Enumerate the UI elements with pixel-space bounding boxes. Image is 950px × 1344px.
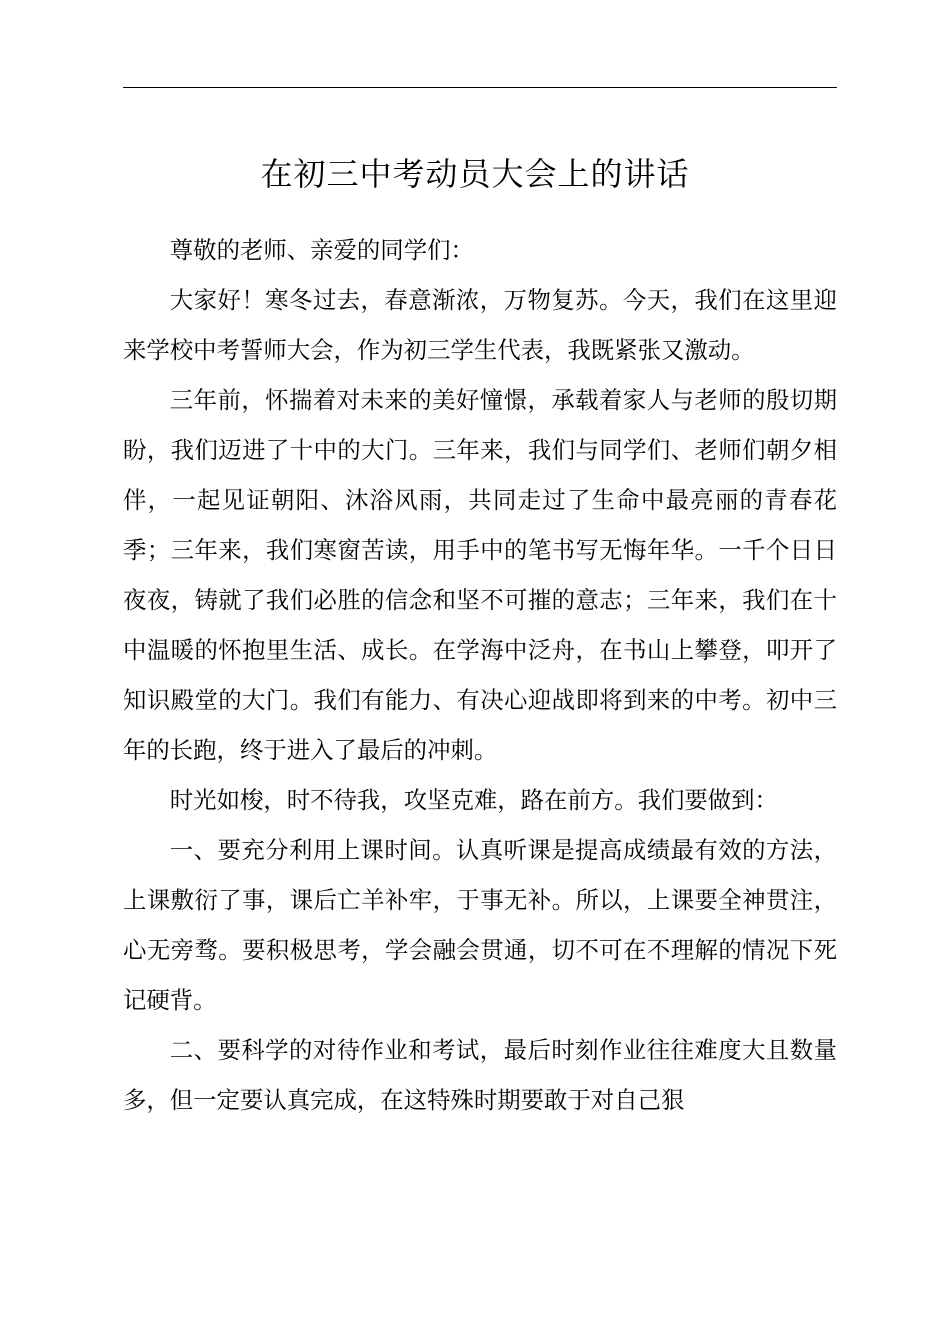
opening-paragraph: 大家好！寒冬过去，春意渐浓，万物复苏。今天，我们在这里迎来学校中考誓师大会，作为初三学生代表，我既紧张又激动。 [123, 286, 837, 364]
header-rule [123, 87, 837, 88]
point-two-paragraph: 二、要科学的对待作业和考试，最后时刻作业往往难度大且数量多，但一定要认真完成，在这特殊时期要敢于对自己狠 [123, 1036, 837, 1114]
reflection-paragraph: 三年前，怀揣着对未来的美好憧憬，承载着家人与老师的殷切期盼，我们迈进了十中的大门。三年来，我们与同学们、老师们朝夕相伴，一起见证朝阳、沐浴风雨，共同走过了生命中最亮丽的青春花季；三年来，我们寒窗苦读，用手中的笔书写无悔年华。一千个日日夜夜，铸就了我们必胜的信念和坚不可摧的意志；三年来，我们在十中温暖的怀抱里生活、成长。在学海中泛舟，在书山上攀登，叩开了知识殿堂的大门。我们有能力、有决心迎战即将到来的中考。初中三年的长跑，终于进入了最后的冲刺。 [123, 386, 837, 764]
document-body [123, 225, 837, 1125]
point-one-paragraph: 一、要充分利用上课时间。认真听课是提高成绩最有效的方法，上课敷衍了事，课后亡羊补牢，于事无补。所以，上课要全神贯注，心无旁骛。要积极思考，学会融会贯通，切不可在不理解的情况下死记硬背。 [123, 836, 837, 1014]
transition-paragraph: 时光如梭，时不待我，攻坚克难，路在前方。我们要做到： [169, 786, 778, 814]
page-title: 在初三中考动员大会上的讲话 [260, 155, 690, 193]
greeting-paragraph: 尊敬的老师、亲爱的同学们： [169, 236, 474, 264]
